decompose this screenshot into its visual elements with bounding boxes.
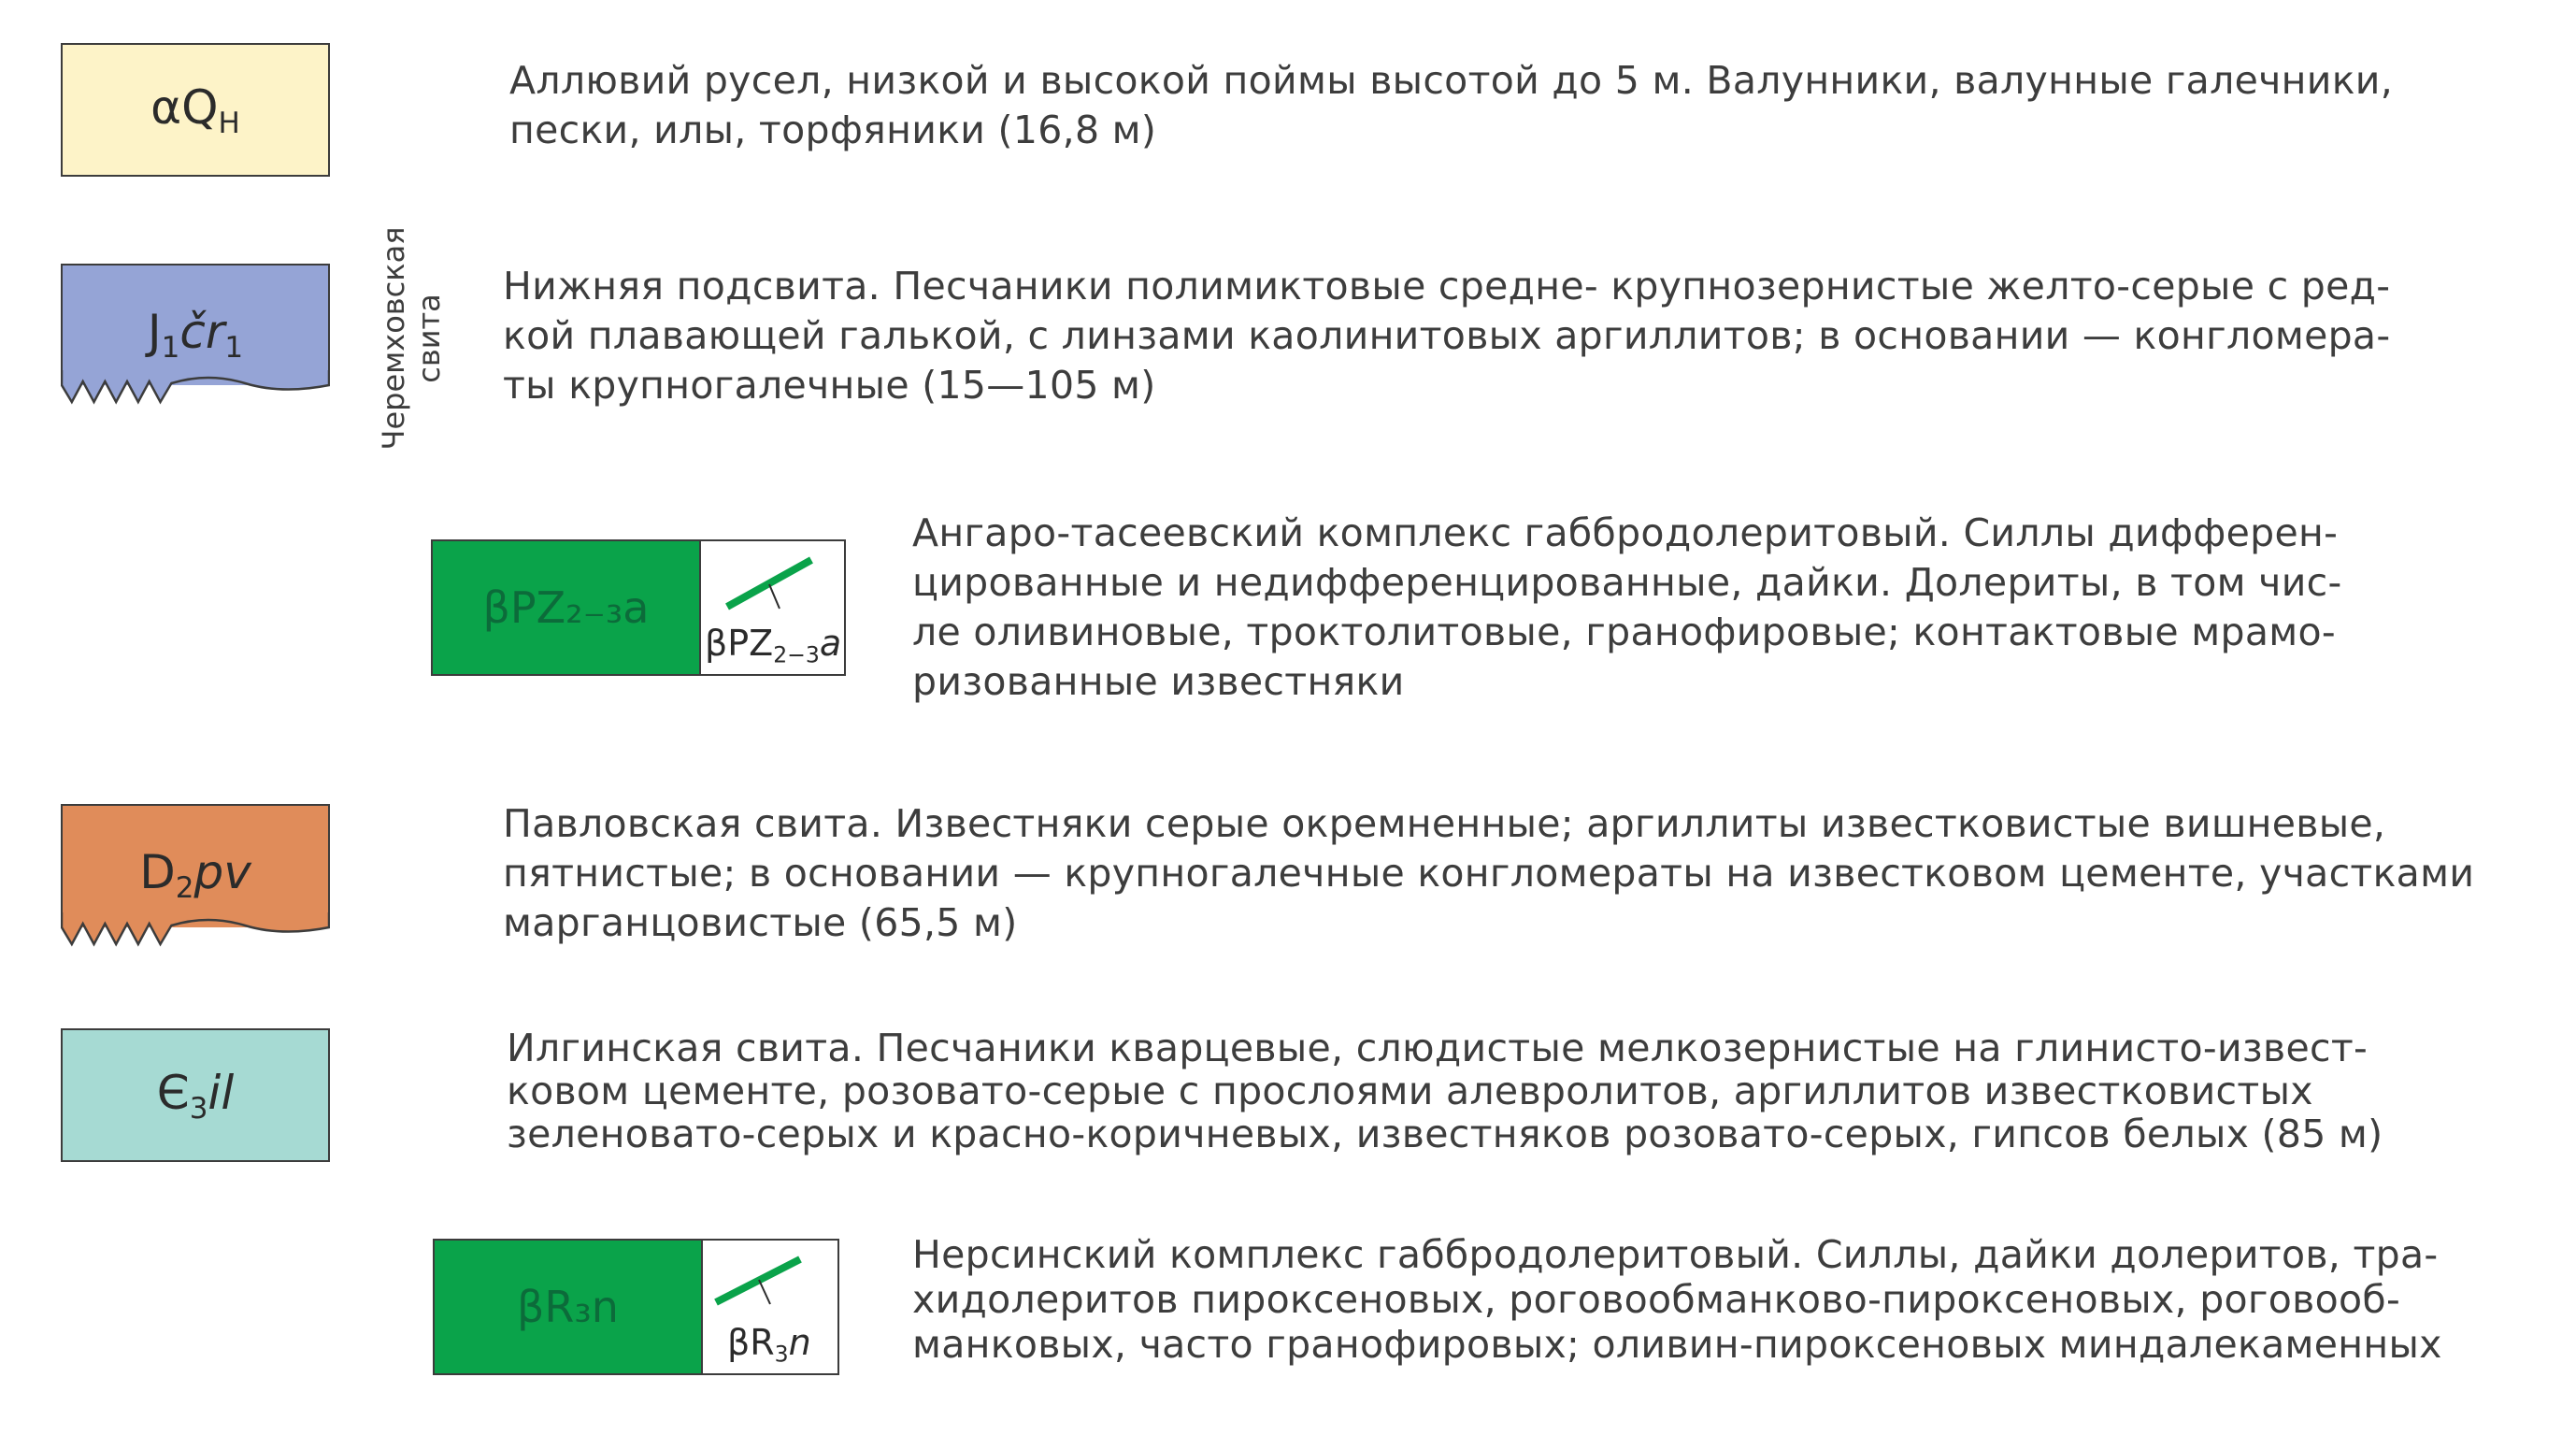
unit-symbol-ilga: $Є_3il$ [156,1065,235,1126]
legend-box-nersa [433,1239,839,1375]
formation-side-label: Черемховская свита [376,226,447,451]
legend-box-ilga [61,1028,330,1162]
lower-contact-edge [61,370,330,426]
dyke-symbol: βPZ$_{2-3}$a [705,623,842,668]
legend-box-angara-taseevo [431,539,846,676]
unit-symbol-cheremkhovo: $J_1čr_1$ [147,305,244,365]
legend-box-pavlovo [61,804,330,927]
dyke-panel [701,541,844,674]
unit-description-angara-taseevo: Ангаро-тасеевский комплекс габбродолеритовый. Силлы дифферен- цированные и недифференцированные, дайки. Долериты, в том чис- ле оливиновые, троктолитовые, гранофировые; контактовые мрамо- ризованные известняки [912,510,2342,704]
unit-symbol-alluvium: $\alpha Q_H$ [150,79,240,140]
legend-box-cheremkhovo [61,264,330,385]
legend-box-alluvium [61,43,330,177]
dyke-panel [703,1241,837,1373]
unit-description-cheremkhovo: Нижняя подсвита. Песчаники полимиктовые средне- крупнозернистые желто-серые с ред- кой плавающей галькой, с линзами каолинитовых аргиллитов; в основании — конгломера- ты крупногалечные (15—105 м) [503,264,2391,408]
unit-description-pavlovo: Павловская свита. Известняки серые окремненные; аргиллиты известковистые вишневые, пятнистые; в основании — крупногалечные конгломераты на известковом цементе, участками марганцовистые (65,5 м) [503,801,2475,945]
sill-fill: βPZ₂₋₃a [433,541,701,674]
sill-fill: βR₃n [435,1241,703,1373]
unit-symbol-pavlovo: $D_2pv$ [139,845,251,905]
unit-description-nersa: Нерсинский комплекс габбродолеритовый. Силлы, дайки долеритов, тра- хидолеритов пироксеновых, роговообманково-пироксеновых, роговооб- манковых, часто гранофировых; оливин-пироксеновых миндалекаменных [912,1232,2442,1367]
lower-contact-edge [61,912,330,969]
unit-description-ilga: Илгинская свита. Песчаники кварцевые, слюдистые мелкозернистые на глинисто-извест- ковом цементе, розовато-серые с прослоями алевролитов, аргиллитов известковистых зеленовато-серых и красно-коричневых, известняков розовато-серых, гипсов белых (85 м) [507,1026,2383,1156]
unit-description-alluvium: Аллювий русел, низкой и высокой поймы высотой до 5 м. Валунники, валунные галечники, пески, илы, торфяники (16,8 м) [509,58,2394,152]
dyke-symbol: $\beta R_3n$ [727,1322,811,1368]
